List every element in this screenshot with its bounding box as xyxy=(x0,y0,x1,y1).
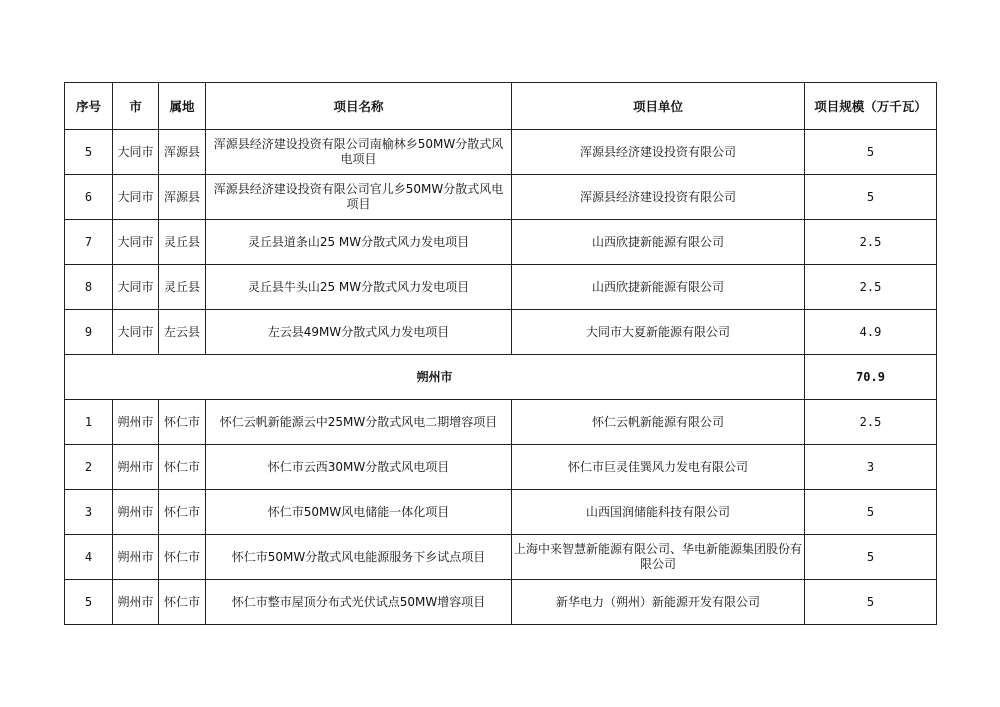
table-row xyxy=(65,490,937,535)
table-row xyxy=(65,310,937,355)
cell-no: 5 xyxy=(65,580,113,625)
cell-county: 浑源县 xyxy=(159,175,206,220)
table-row xyxy=(65,400,937,445)
cell-scale: 5 xyxy=(805,580,937,625)
cell-no: 6 xyxy=(65,175,113,220)
cell-city: 朔州市 xyxy=(113,490,159,535)
table-row xyxy=(65,535,937,580)
cell-scale: 3 xyxy=(805,445,937,490)
cell-city: 朔州市 xyxy=(113,400,159,445)
cell-scale: 5 xyxy=(805,130,937,175)
cell-project-unit: 山西国润储能科技有限公司 xyxy=(512,490,805,535)
cell-project-unit: 山西欣捷新能源有限公司 xyxy=(512,265,805,310)
header-project-name: 项目名称 xyxy=(206,83,512,130)
cell-county: 灵丘县 xyxy=(159,220,206,265)
subtotal-value: 70.9 xyxy=(805,355,937,400)
cell-project-unit: 新华电力（朔州）新能源开发有限公司 xyxy=(512,580,805,625)
table-row xyxy=(65,130,937,175)
header-county: 属地 xyxy=(159,83,206,130)
cell-no: 5 xyxy=(65,130,113,175)
cell-county: 浑源县 xyxy=(159,130,206,175)
cell-county: 左云县 xyxy=(159,310,206,355)
cell-city: 大同市 xyxy=(113,265,159,310)
subtotal-row xyxy=(65,355,937,400)
cell-no: 7 xyxy=(65,220,113,265)
cell-city: 大同市 xyxy=(113,310,159,355)
cell-city: 大同市 xyxy=(113,175,159,220)
table-row xyxy=(65,265,937,310)
cell-project-name: 怀仁云帆新能源云中25MW分散式风电二期增容项目 xyxy=(206,400,512,445)
header-no: 序号 xyxy=(65,83,113,130)
cell-project-name: 浑源县经济建设投资有限公司南榆林乡50MW分散式风电项目 xyxy=(206,130,512,175)
cell-project-name: 怀仁市整市屋顶分布式光伏试点50MW增容项目 xyxy=(206,580,512,625)
cell-county: 怀仁市 xyxy=(159,535,206,580)
cell-county: 灵丘县 xyxy=(159,265,206,310)
cell-city: 朔州市 xyxy=(113,580,159,625)
cell-city: 大同市 xyxy=(113,220,159,265)
cell-project-unit: 山西欣捷新能源有限公司 xyxy=(512,220,805,265)
cell-project-name: 左云县49MW分散式风力发电项目 xyxy=(206,310,512,355)
cell-project-name: 怀仁市50MW风电储能一体化项目 xyxy=(206,490,512,535)
table-row xyxy=(65,580,937,625)
cell-scale: 5 xyxy=(805,175,937,220)
cell-no: 4 xyxy=(65,535,113,580)
cell-scale: 5 xyxy=(805,535,937,580)
cell-no: 1 xyxy=(65,400,113,445)
cell-no: 2 xyxy=(65,445,113,490)
subtotal-label: 朔州市 xyxy=(65,355,805,400)
cell-city: 朔州市 xyxy=(113,445,159,490)
cell-no: 9 xyxy=(65,310,113,355)
cell-project-unit: 上海中来智慧新能源有限公司、华电新能源集团股份有限公司 xyxy=(512,535,805,580)
cell-scale: 5 xyxy=(805,490,937,535)
cell-county: 怀仁市 xyxy=(159,580,206,625)
cell-project-name: 怀仁市50MW分散式风电能源服务下乡试点项目 xyxy=(206,535,512,580)
cell-scale: 2.5 xyxy=(805,400,937,445)
cell-city: 朔州市 xyxy=(113,535,159,580)
cell-project-unit: 怀仁云帆新能源有限公司 xyxy=(512,400,805,445)
header-project-unit: 项目单位 xyxy=(512,83,805,130)
cell-scale: 4.9 xyxy=(805,310,937,355)
cell-project-unit: 大同市大夏新能源有限公司 xyxy=(512,310,805,355)
cell-scale: 2.5 xyxy=(805,220,937,265)
cell-project-unit: 浑源县经济建设投资有限公司 xyxy=(512,130,805,175)
cell-project-name: 浑源县经济建设投资有限公司官儿乡50MW分散式风电项目 xyxy=(206,175,512,220)
header-city: 市 xyxy=(113,83,159,130)
table-row xyxy=(65,445,937,490)
cell-county: 怀仁市 xyxy=(159,445,206,490)
cell-project-name: 怀仁市云西30MW分散式风电项目 xyxy=(206,445,512,490)
cell-project-name: 灵丘县牛头山25 MW分散式风力发电项目 xyxy=(206,265,512,310)
cell-project-name: 灵丘县道条山25 MW分散式风力发电项目 xyxy=(206,220,512,265)
cell-no: 8 xyxy=(65,265,113,310)
cell-county: 怀仁市 xyxy=(159,490,206,535)
cell-scale: 2.5 xyxy=(805,265,937,310)
cell-city: 大同市 xyxy=(113,130,159,175)
table-row xyxy=(65,220,937,265)
cell-county: 怀仁市 xyxy=(159,400,206,445)
cell-no: 3 xyxy=(65,490,113,535)
cell-project-unit: 怀仁市巨灵佳巽风力发电有限公司 xyxy=(512,445,805,490)
table-row xyxy=(65,175,937,220)
cell-project-unit: 浑源县经济建设投资有限公司 xyxy=(512,175,805,220)
table-header-row xyxy=(65,83,937,130)
project-table xyxy=(64,82,937,625)
header-project-scale: 项目规模（万千瓦） xyxy=(805,83,937,130)
